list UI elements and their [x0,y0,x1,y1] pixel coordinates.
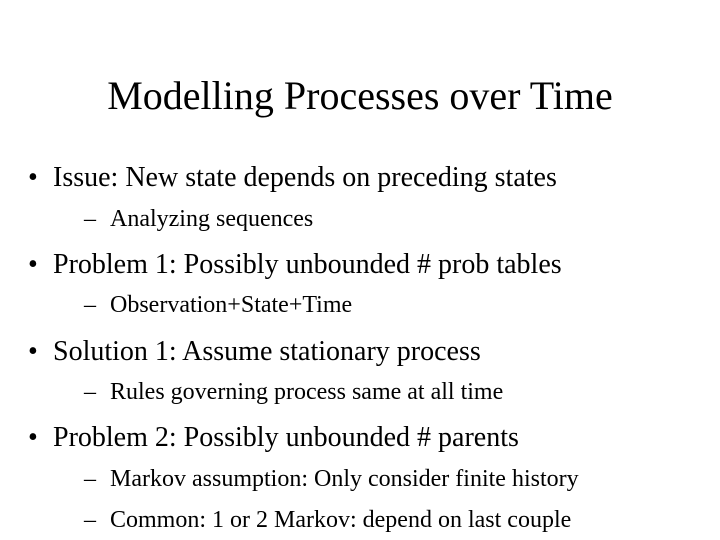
sub-bullet-text: Observation+State+Time [110,292,353,318]
bullet-text: Solution 1: Assume stationary process [53,336,481,367]
bullet-text: Issue: New state depends on preceding states [53,162,557,193]
bullet-item [28,161,557,195]
bullet-item [28,248,562,282]
bullet-item [28,335,481,369]
bullet-text: Problem 1: Possibly unbounded # prob tables [53,249,562,280]
bullet-text: Problem 2: Possibly unbounded # parents [53,422,519,453]
sub-bullet-item [84,291,352,319]
dash-icon [84,205,110,233]
sub-bullet-text: Analyzing sequences [110,206,314,232]
dash-icon [84,378,110,406]
sub-bullet-text: Common: 1 or 2 Markov: depend on last couple [110,507,572,533]
bullet-icon [28,248,53,282]
bullet-item [28,421,519,455]
sub-bullet-text: Markov assumption: Only consider finite history [110,466,579,492]
dash-icon [84,291,110,319]
slide-title: Modelling Processes over Time [107,73,613,118]
dash-icon [84,506,110,534]
sub-bullet-text: Rules governing process same at all time [110,379,504,405]
bullet-icon [28,161,53,195]
dash-icon [84,465,110,493]
sub-bullet-item [84,205,313,233]
sub-bullet-item [84,465,579,493]
bullet-icon [28,421,53,455]
sub-bullet-item [84,378,503,406]
sub-bullet-item [84,506,571,534]
bullet-icon [28,335,53,369]
